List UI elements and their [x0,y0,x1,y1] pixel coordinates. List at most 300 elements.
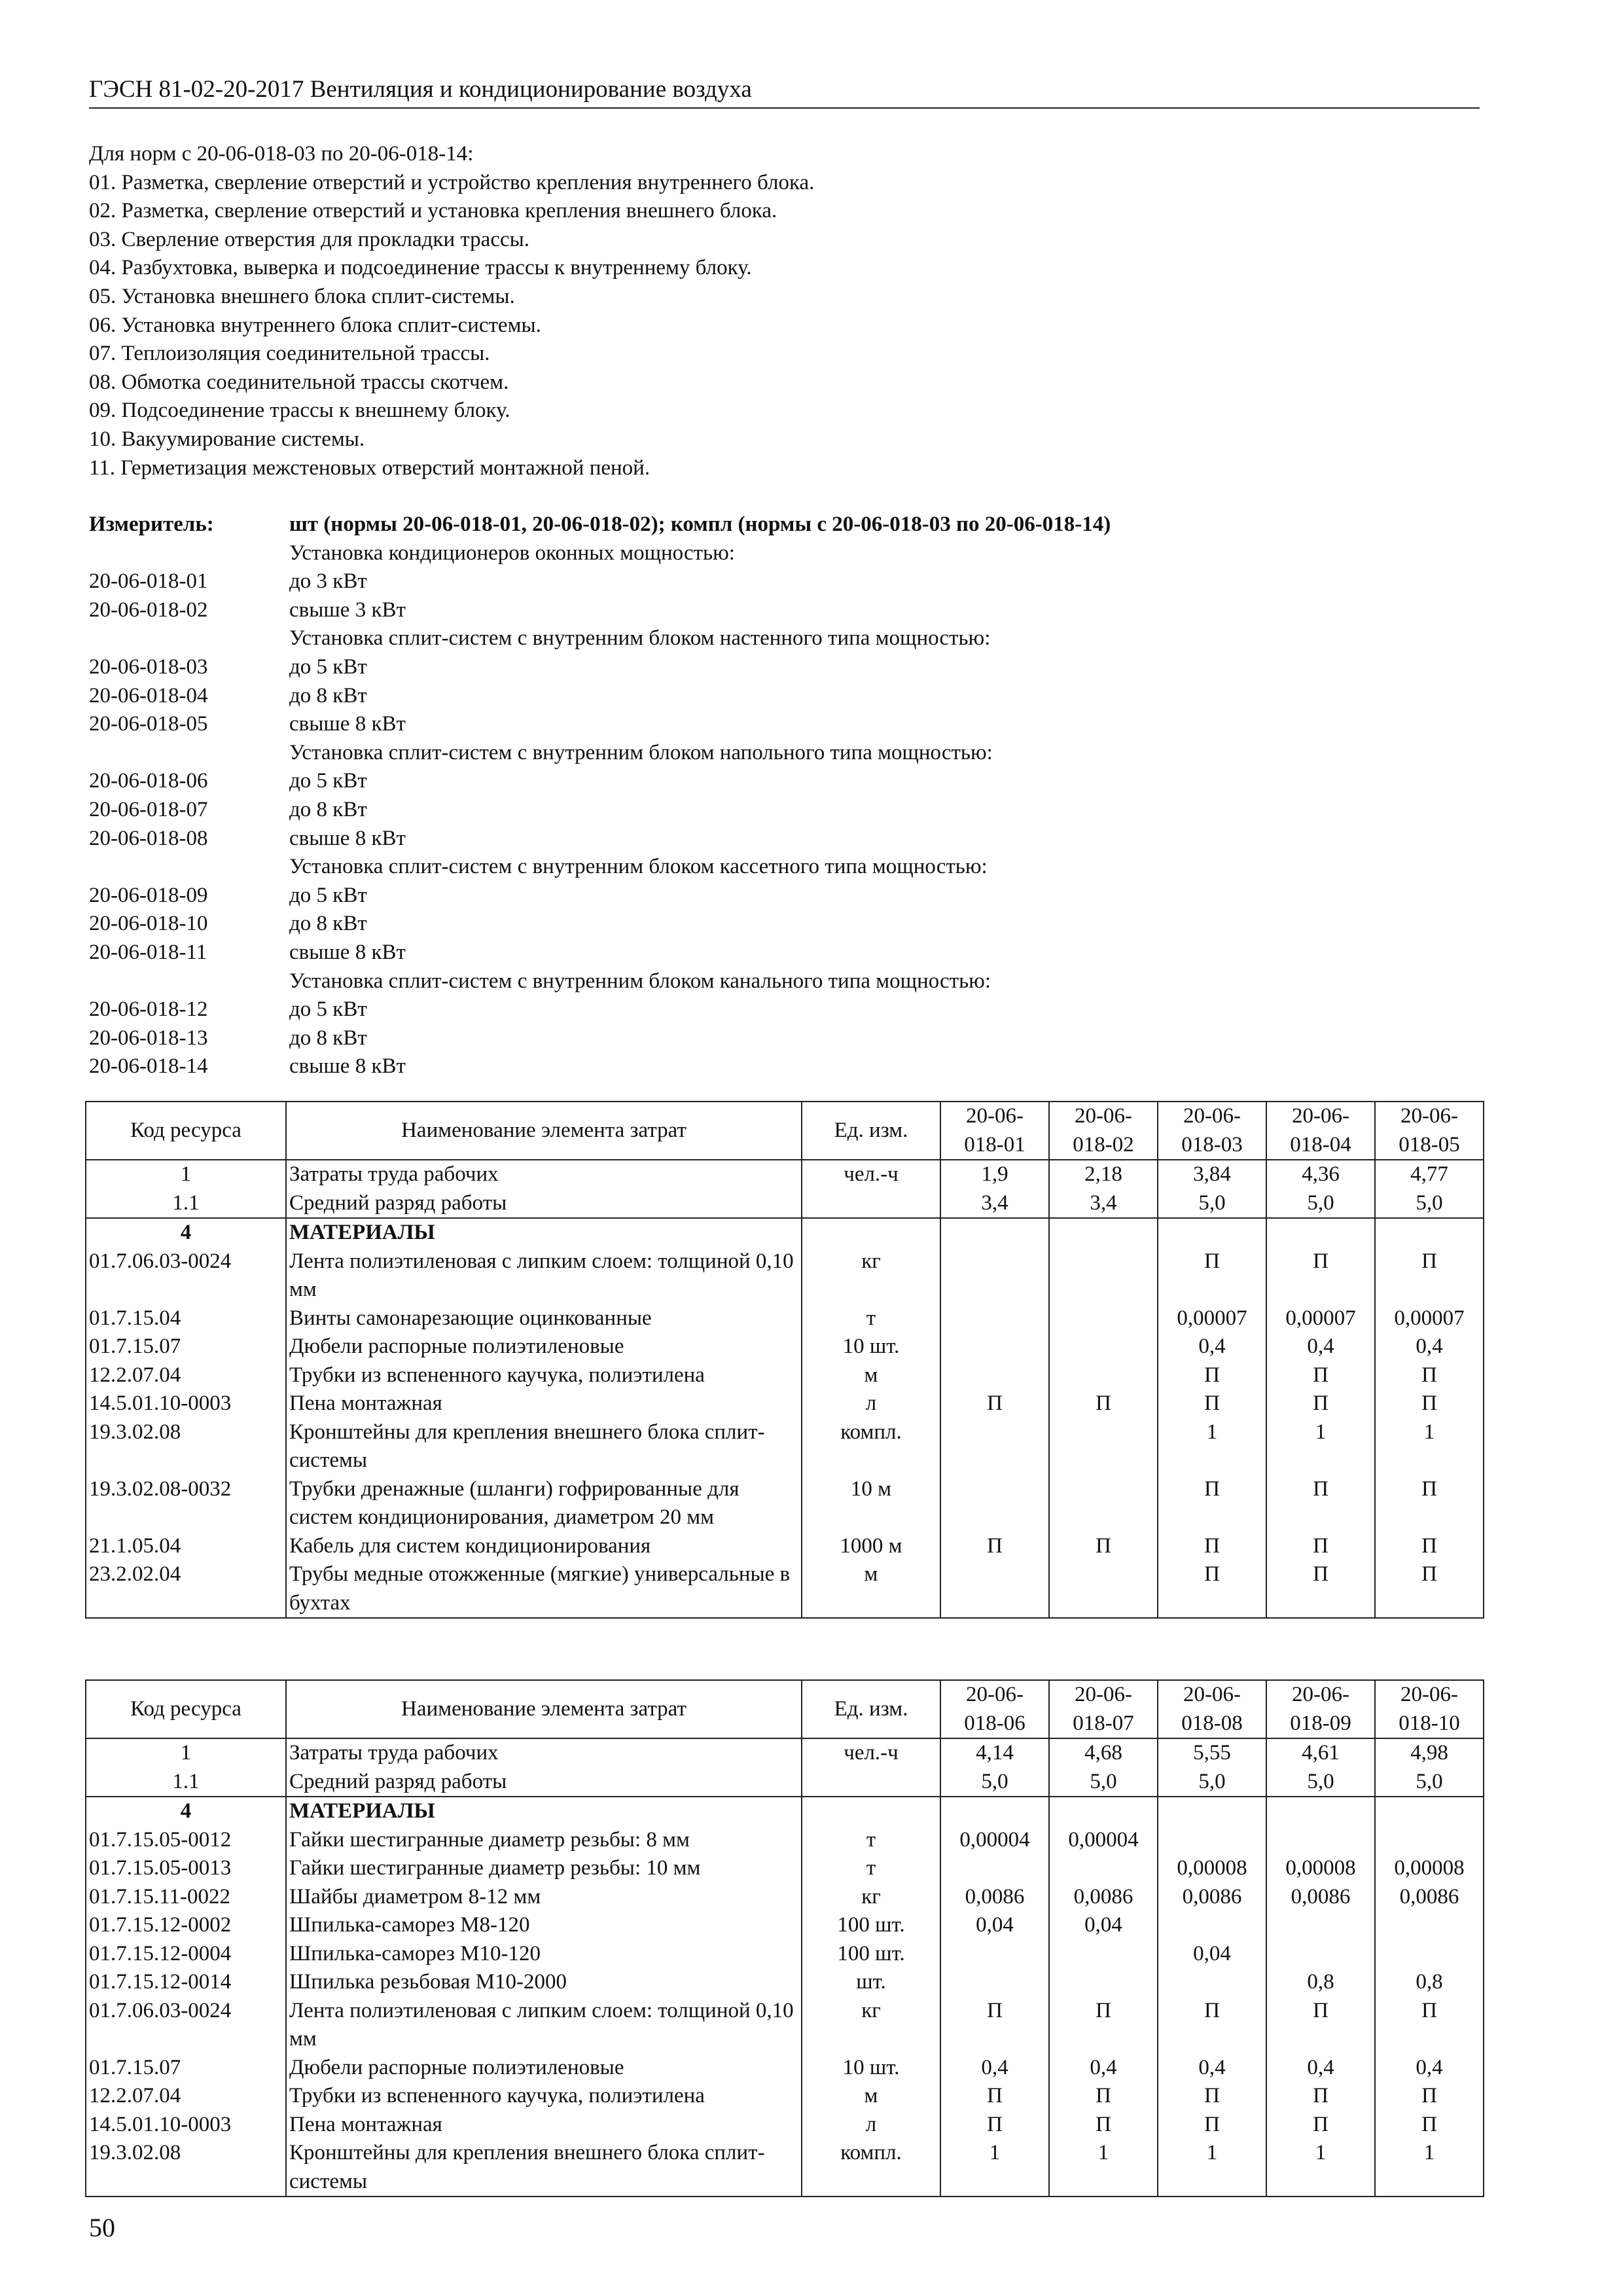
table-row [86,1160,1484,1189]
norm-row [89,825,1480,853]
norm-row [89,996,1480,1024]
norm-group-heading [89,624,1480,653]
norm-value: 0,8 [1266,1968,1375,1997]
unit: чел.-ч [802,1738,940,1768]
norm-code: 20-06-018-11 [89,940,207,964]
resource-code: 01.7.15.05-0012 [86,1826,286,1855]
cost-element-name: Лента полиэтиленовая с липким слоем: толщиной 0,10 мм [286,1997,802,2054]
norm-description: до 8 кВт [289,683,367,708]
norm-value: 1,9 [940,1160,1049,1189]
resource-code: 12.2.07.04 [86,1361,286,1390]
norm-value [1375,1940,1484,1969]
norm-code [89,853,289,882]
norm-code: 20-06-018-13 [89,1026,208,1050]
norm-value: 1 [1158,2139,1266,2197]
norm-code: 20-06-018-04 [89,683,208,708]
norm-description: свыше 8 кВт [289,826,406,850]
cost-element-name: Шпилька резьбовая М10-2000 [286,1968,802,1997]
norm-value: 0,4 [1266,1333,1375,1361]
norm-value: 0,0086 [1049,1883,1158,1912]
norm-value: П [1266,2111,1375,2140]
norm-value [940,1361,1049,1390]
norm-value: 0,00008 [1158,1854,1266,1883]
norm-description: свыше 8 кВт [289,940,406,964]
table-row [86,1418,1484,1475]
norm-value [940,1968,1049,1997]
norm-value: П [1266,2082,1375,2111]
resource-code: 01.7.06.03-0024 [86,1247,286,1304]
resource-code: 23.2.02.04 [86,1560,286,1618]
norm-value: 0,4 [1375,1333,1484,1361]
norm-value: 1 [1266,1418,1375,1475]
column-header: Наименование элемента затрат [286,1102,802,1160]
measure-value: шт (нормы 20-06-018-01, 20-06-018-02); компл (нормы с 20-06-018-03 по 20-06-018-14) [289,512,1111,536]
norm-value: 0,04 [1049,1911,1158,1940]
column-header: 20-06- 018-09 [1266,1680,1375,1738]
norm-value: П [1158,2111,1266,2140]
norm-description: свыше 3 кВт [289,598,406,622]
unit: м [802,2082,940,2111]
norm-value [1049,1940,1158,1969]
norm-row [89,910,1480,939]
norm-value: П [1266,1560,1375,1618]
norm-value: 0,00007 [1266,1304,1375,1333]
norm-value: 3,4 [940,1189,1049,1219]
cost-element-name: Шпилька-саморез М8-120 [286,1911,802,1940]
unit: т [802,1826,940,1855]
norm-value [1266,1218,1375,1247]
column-header: 20-06- 018-05 [1375,1102,1484,1160]
table-row [86,1797,1484,1826]
resource-code: 4 [86,1797,286,1826]
norm-value: 1 [1158,1418,1266,1475]
norm-value [1158,1218,1266,1247]
table-row [86,1304,1484,1333]
unit: компл. [802,2139,940,2197]
norm-value: 4,36 [1266,1160,1375,1189]
norm-value [1375,1218,1484,1247]
cost-element-name: МАТЕРИАЛЫ [286,1797,802,1826]
norm-value: 0,4 [1049,2054,1158,2083]
cost-element-name: МАТЕРИАЛЫ [286,1218,802,1247]
page-header [89,73,1480,109]
column-header: 20-06- 018-10 [1375,1680,1484,1738]
norm-value: 3,4 [1049,1189,1158,1219]
norm-value: 4,98 [1375,1738,1484,1768]
norm-code: 20-06-018-03 [89,655,208,679]
norm-code [89,967,289,996]
unit: т [802,1854,940,1883]
table-row [86,1911,1484,1940]
norm-row [89,767,1480,796]
column-header: 20-06- 018-06 [940,1680,1049,1738]
norm-value: П [1375,1361,1484,1390]
cost-element-name: Средний разряд работы [286,1189,802,1219]
cost-element-name: Пена монтажная [286,2111,802,2140]
resource-code: 14.5.01.10-0003 [86,2111,286,2140]
unit: кг [802,1997,940,2054]
norm-value: П [940,1390,1049,1418]
cost-element-name: Трубы медные отожженные (мягкие) универсальные в бухтах [286,1560,802,1618]
work-step: 10. Вакуумирование системы. [89,427,365,451]
norm-value: П [1158,1560,1266,1618]
norm-value: П [1266,1361,1375,1390]
resource-code: 1.1 [86,1189,286,1219]
unit: чел.-ч [802,1160,940,1189]
norm-row [89,710,1480,739]
norm-description: до 8 кВт [289,1026,367,1050]
work-step: 02. Разметка, сверление отверстий и установка крепления внешнего блока. [89,199,777,223]
norm-value [1158,1968,1266,1997]
cost-element-name: Средний разряд работы [286,1768,802,1797]
norm-value: П [1158,1361,1266,1390]
norm-value: 0,4 [940,2054,1049,2083]
norm-value: П [1266,1475,1375,1532]
norm-value [1049,1304,1158,1333]
norm-code: 20-06-018-01 [89,569,208,594]
unit: л [802,1390,940,1418]
norm-value: 1 [940,2139,1049,2197]
norm-value [1049,1475,1158,1532]
norm-code: 20-06-018-07 [89,797,208,821]
unit: л [802,2111,940,2140]
norm-value [940,1247,1049,1304]
resource-code: 1 [86,1160,286,1189]
norm-value: П [1049,1997,1158,2054]
norm-row [89,1024,1480,1053]
header-row [86,1680,1484,1738]
table-row [86,1218,1484,1247]
norm-value: 4,14 [940,1738,1049,1768]
norm-value: 0,0086 [1266,1883,1375,1912]
table-row [86,1940,1484,1969]
norm-description: до 5 кВт [289,655,367,679]
norm-value: 0,04 [940,1911,1049,1940]
norm-value: 0,4 [1266,2054,1375,2083]
norm-description: Установка сплит-систем с внутренним блоком настенного типа мощностью: [289,626,991,651]
cost-element-name: Трубки из вспененного каучука, полиэтилена [286,2082,802,2111]
table-body [86,1738,1484,2197]
norm-value: 0,00004 [1049,1826,1158,1855]
norm-value: 0,00007 [1375,1304,1484,1333]
norm-description: Установка сплит-систем с внутренним блоком канального типа мощностью: [289,969,991,993]
table-row [86,1854,1484,1883]
measure-list [89,539,1480,1081]
norm-value: П [1375,2082,1484,2111]
norm-value: П [1375,1390,1484,1418]
resource-code: 01.7.15.11-0022 [86,1883,286,1912]
norm-value: 5,0 [1158,1189,1266,1219]
column-header: Наименование элемента затрат [286,1680,802,1738]
norm-value [940,1475,1049,1532]
norm-value: 1 [1049,2139,1158,2197]
column-header: 20-06- 018-02 [1049,1102,1158,1160]
norm-value: П [940,1997,1049,2054]
norm-value: 0,00008 [1266,1854,1375,1883]
resource-code: 1.1 [86,1768,286,1797]
norm-value [1266,1940,1375,1969]
table-row [86,1560,1484,1618]
cost-element-name: Затраты труда рабочих [286,1738,802,1768]
norm-value [940,1854,1049,1883]
norm-description: Установка сплит-систем с внутренним блоком напольного типа мощностью: [289,740,993,764]
column-header: 20-06- 018-07 [1049,1680,1158,1738]
norm-row [89,939,1480,967]
resource-code: 01.7.15.07 [86,1333,286,1361]
norm-code [89,739,289,768]
cost-element-name: Шпилька-саморез М10-120 [286,1940,802,1969]
norm-value: 5,0 [940,1768,1049,1797]
norm-description: до 8 кВт [289,797,367,821]
norm-code: 20-06-018-06 [89,769,208,793]
norm-group-heading [89,539,1480,568]
norm-value: 1 [1266,2139,1375,2197]
cost-element-name: Дюбели распорные полиэтиленовые [286,1333,802,1361]
norm-value [1158,1911,1266,1940]
work-steps-intro: Для норм с 20-06-018-03 по 20-06-018-14: [89,142,474,166]
resource-code: 21.1.05.04 [86,1532,286,1561]
norm-value [940,1304,1049,1333]
norm-value: 1 [1375,2139,1484,2197]
norm-code: 20-06-018-12 [89,997,208,1022]
cost-element-name: Шайбы диаметром 8-12 мм [286,1883,802,1912]
work-step: 06. Установка внутреннего блока сплит-системы. [89,313,541,337]
table-row [86,1883,1484,1912]
norm-description: свыше 8 кВт [289,1054,406,1079]
norm-description: до 8 кВт [289,912,367,936]
column-header: 20-06- 018-03 [1158,1102,1266,1160]
norm-value: 0,04 [1158,1940,1266,1969]
norm-value: 5,0 [1375,1768,1484,1797]
norm-value: 0,4 [1375,2054,1484,2083]
norm-value: П [1375,1247,1484,1304]
norm-value: 5,0 [1266,1189,1375,1219]
resource-code: 01.7.15.12-0014 [86,1968,286,1997]
resource-table-2 [85,1679,1484,2197]
column-header: 20-06- 018-01 [940,1102,1049,1160]
norm-value: П [1266,1997,1375,2054]
norm-group-heading [89,739,1480,768]
norm-value [1049,1247,1158,1304]
norm-value: П [1049,2082,1158,2111]
cost-element-name: Винты самонарезающие оцинкованные [286,1304,802,1333]
work-step: 04. Разбухтовка, выверка и подсоединение трассы к внутреннему блоку. [89,256,752,280]
cost-element-name: Дюбели распорные полиэтиленовые [286,2054,802,2083]
unit [802,1218,940,1247]
norm-code: 20-06-018-14 [89,1054,208,1079]
norm-description: до 3 кВт [289,569,367,594]
table-row [86,2054,1484,2083]
norm-value [1049,1968,1158,1997]
norm-value: П [940,1532,1049,1561]
norm-description: до 5 кВт [289,769,367,793]
table-row [86,1532,1484,1561]
table-row [86,1475,1484,1532]
norm-description: до 5 кВт [289,997,367,1022]
norm-value [1158,1826,1266,1855]
resource-code: 01.7.15.07 [86,2054,286,2083]
measure-section [89,511,1480,1081]
norm-value [1375,1911,1484,1940]
norm-value: П [1158,1532,1266,1561]
norm-value [1049,1333,1158,1361]
table-row [86,2111,1484,2140]
table-row [86,1968,1484,1997]
table-row [86,1738,1484,1768]
column-header: Код ресурса [86,1680,286,1738]
table-row [86,1768,1484,1797]
norm-value: 0,0086 [1375,1883,1484,1912]
unit: компл. [802,1418,940,1475]
unit: 10 шт. [802,2054,940,2083]
norm-value: П [1158,1390,1266,1418]
norm-value: П [1049,1532,1158,1561]
work-step: 05. Установка внешнего блока сплит-системы. [89,284,515,308]
cost-element-name: Гайки шестигранные диаметр резьбы: 8 мм [286,1826,802,1855]
unit: 100 шт. [802,1911,940,1940]
norm-value: П [940,2111,1049,2140]
norm-value: П [1158,2082,1266,2111]
norm-row [89,882,1480,910]
norm-value: 2,18 [1049,1160,1158,1189]
cost-element-name: Затраты труда рабочих [286,1160,802,1189]
norm-group-heading [89,967,1480,996]
column-header: Код ресурса [86,1102,286,1160]
norm-value: 5,55 [1158,1738,1266,1768]
resource-code: 01.7.06.03-0024 [86,1997,286,2054]
norm-description: до 5 кВт [289,883,367,907]
norm-value [1375,1797,1484,1826]
work-step: 09. Подсоединение трассы к внешнему блоку. [89,399,510,423]
cost-element-name: Лента полиэтиленовая с липким слоем: толщиной 0,10 мм [286,1247,802,1304]
cost-element-name: Трубки дренажные (шланги) гофрированные для систем кондиционирования, диаметром 20 мм [286,1475,802,1532]
norm-value: 4,61 [1266,1738,1375,1768]
norm-value: 0,0086 [940,1883,1049,1912]
column-header: 20-06- 018-04 [1266,1102,1375,1160]
unit: шт. [802,1968,940,1997]
table-header [86,1680,1484,1738]
column-header: Ед. изм. [802,1102,940,1160]
norm-value [1266,1797,1375,1826]
work-step: 01. Разметка, сверление отверстий и устройство крепления внутреннего блока. [89,170,815,194]
resource-table-1 [85,1101,1484,1619]
measure-header [89,511,1480,539]
work-step: 11. Герметизация межстеновых отверстий монтажной пеной. [89,456,651,480]
unit [802,1768,940,1797]
measure-label: Измеритель: [89,512,214,536]
document-title: ГЭСН 81-02-20-2017 Вентиляция и кондиционирование воздуха [89,76,752,103]
norm-value: П [1266,1532,1375,1561]
work-step: 07. Теплоизоляция соединительной трассы. [89,342,490,366]
norm-value: 5,0 [1158,1768,1266,1797]
norm-value [940,1418,1049,1475]
norm-value [1158,1797,1266,1826]
unit [802,1797,940,1826]
norm-value: П [1158,1997,1266,2054]
norm-value [1049,1797,1158,1826]
cost-element-name: Кронштейны для крепления внешнего блока сплит-системы [286,2139,802,2197]
norm-value: П [1375,2111,1484,2140]
work-step: 08. Обмотка соединительной трассы скотчем. [89,370,509,394]
norm-description: Установка сплит-систем с внутренним блоком кассетного типа мощностью: [289,855,988,879]
column-header: Ед. изм. [802,1680,940,1738]
norm-value: 0,00008 [1375,1854,1484,1883]
resource-code: 1 [86,1738,286,1768]
cost-element-name: Кронштейны для крепления внешнего блока сплит-системы [286,1418,802,1475]
norm-value [940,1560,1049,1618]
resource-code: 19.3.02.08 [86,2139,286,2197]
norm-value: 3,84 [1158,1160,1266,1189]
table-row [86,1361,1484,1390]
norm-value: 1 [1375,1418,1484,1475]
norm-row [89,596,1480,625]
norm-value: П [940,2082,1049,2111]
table-row [86,1189,1484,1219]
unit: кг [802,1883,940,1912]
page-number: 50 [89,2213,115,2242]
norm-value: 5,0 [1375,1189,1484,1219]
norm-value: П [1375,1532,1484,1561]
unit: м [802,1361,940,1390]
header-row [86,1102,1484,1160]
resource-code: 4 [86,1218,286,1247]
norm-value [1049,1854,1158,1883]
norm-value [1049,1361,1158,1390]
table-row [86,1247,1484,1304]
norm-value [1266,1911,1375,1940]
norm-value [1375,1826,1484,1855]
norm-value [1049,1218,1158,1247]
norm-code: 20-06-018-02 [89,598,208,622]
norm-value: П [1375,1560,1484,1618]
norm-value [940,1797,1049,1826]
unit: м [802,1560,940,1618]
table-row [86,1826,1484,1855]
table-row [86,2139,1484,2197]
norm-value: 4,68 [1049,1738,1158,1768]
work-step: 03. Сверление отверстия для прокладки трассы. [89,227,530,251]
unit: 10 м [802,1475,940,1532]
norm-value: П [1049,1390,1158,1418]
norm-row [89,653,1480,682]
norm-group-heading [89,853,1480,882]
norm-value [940,1218,1049,1247]
norm-code: 20-06-018-08 [89,826,208,850]
resource-code: 12.2.07.04 [86,2082,286,2111]
cost-element-name: Кабель для систем кондиционирования [286,1532,802,1561]
norm-value: 0,0086 [1158,1883,1266,1912]
norm-value: 0,8 [1375,1968,1484,1997]
resource-code: 19.3.02.08 [86,1418,286,1475]
norm-code: 20-06-018-10 [89,912,208,936]
resource-code: 01.7.15.04 [86,1304,286,1333]
resource-code: 01.7.15.12-0004 [86,1940,286,1969]
unit: 100 шт. [802,1940,940,1969]
cost-element-name: Гайки шестигранные диаметр резьбы: 10 мм [286,1854,802,1883]
norm-value [940,1333,1049,1361]
norm-row [89,682,1480,711]
norm-code: 20-06-018-05 [89,712,208,736]
table-header [86,1102,1484,1160]
work-steps [89,140,1480,482]
norm-value: 4,77 [1375,1160,1484,1189]
norm-value: П [1266,1390,1375,1418]
norm-value: 5,0 [1266,1768,1375,1797]
norm-value: П [1375,1475,1484,1532]
norm-row [89,1052,1480,1081]
table-row [86,2082,1484,2111]
norm-code: 20-06-018-09 [89,883,208,907]
